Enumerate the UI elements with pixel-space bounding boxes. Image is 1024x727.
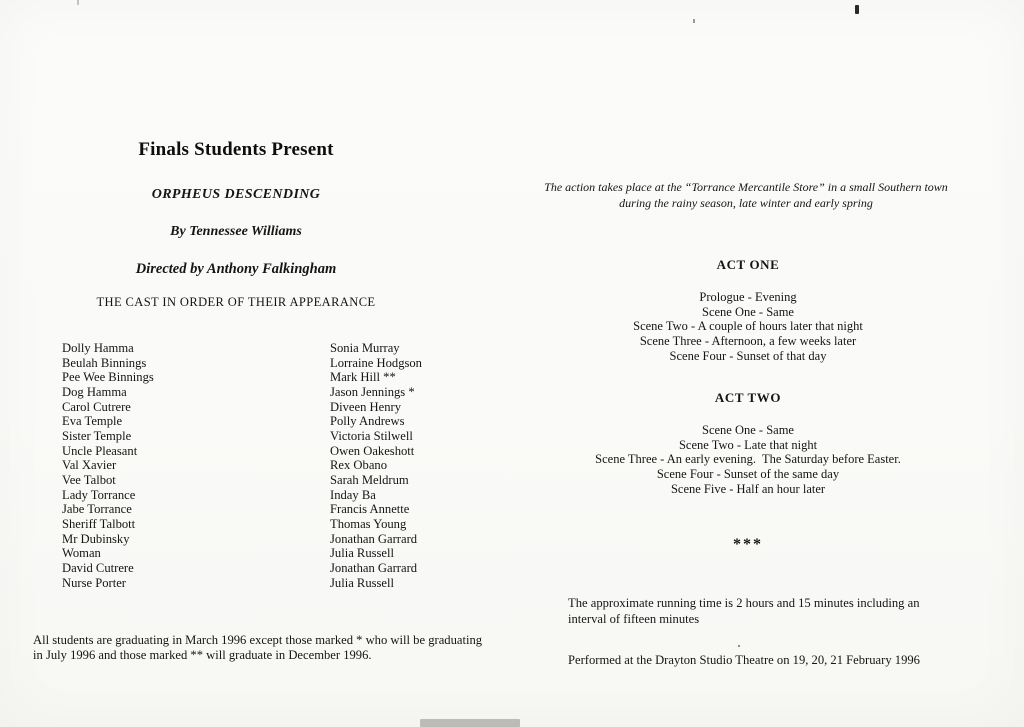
cast-role: Dog Hamma (62, 384, 127, 399)
cast-role: Woman (62, 546, 101, 561)
cast-actor: Lorraine Hodgson (330, 355, 422, 370)
scene-line: Scene Three - Afternoon, a few weeks later (639, 334, 857, 349)
cast-actor: Polly Andrews (330, 414, 405, 429)
cast-actor: Owen Oakeshott (330, 443, 415, 458)
cast-role: Sister Temple (62, 428, 132, 443)
performance-info: Performed at the Drayton Studio Theatre on 19, 20, 21 February 1996 (568, 653, 920, 667)
cast-role: Vee Talbot (62, 472, 116, 487)
cast-role: Val Xavier (62, 458, 117, 473)
cast-actor: Diveen Henry (330, 399, 401, 414)
cast-role: Dolly Hamma (62, 341, 134, 355)
cast-actor: Rex Obano (330, 458, 388, 473)
act-two-heading: ACT TWO (714, 390, 782, 405)
cast-actor: Inday Ba (330, 487, 376, 502)
cast-role: Lady Torrance (62, 487, 136, 502)
cast-role: Beulah Binnings (62, 355, 147, 370)
play-director: Directed by Anthony Falkingham (135, 261, 337, 277)
cast-actor: Jason Jennings * (330, 384, 415, 399)
scene-line: Scene Two - A couple of hours later that night (633, 319, 863, 334)
cast-actor: Francis Annette (330, 502, 410, 517)
scene-line: Scene Four - Sunset of the same day (656, 467, 840, 482)
cast-actor: Sonia Murray (330, 341, 400, 355)
cast-actor: Jonathan Garrard (330, 560, 418, 575)
cast-role: Pee Wee Binnings (62, 370, 154, 385)
cast-role: Sheriff Talbott (62, 516, 136, 531)
cast-role: David Cutrere (62, 560, 134, 575)
scene-line: Scene Five - Half an hour later (670, 481, 826, 496)
cast-actor: Thomas Young (330, 516, 407, 531)
cast-actor: Jonathan Garrard (330, 531, 418, 546)
scene-line: Scene One - Same (702, 304, 794, 319)
scene-line: Scene Three - An early evening. The Saturday before Easter. (595, 452, 901, 467)
scene-line: Prologue - Evening (699, 290, 797, 304)
act-one-section (530, 257, 966, 364)
act-one-heading: ACT ONE (716, 257, 780, 272)
cast-actor: Sarah Meldrum (330, 472, 409, 487)
asterisk-divider: *** (733, 536, 763, 553)
cast-role: Uncle Pleasant (62, 443, 138, 458)
scan-speck (77, 0, 79, 5)
cast-actor: Victoria Stilwell (330, 428, 413, 443)
scene-line: Scene Two - Late that night (678, 437, 818, 452)
scene-line: Scene One - Same (702, 423, 794, 437)
cast-role: Jabe Torrance (62, 502, 132, 517)
act-one-scenes (530, 290, 966, 364)
presenter-heading: Finals Students Present (138, 139, 334, 160)
setting-note: The action takes place at the “Torrance Mercantile Store” in a small Southern town during the rainy season, late winter and early spring (544, 180, 948, 210)
running-time-note: The approximate running time is 2 hours and 15 minutes including an interval of fifteen minutes (568, 596, 920, 626)
scan-mark-bottom-bar (420, 719, 520, 727)
act-two-section (530, 390, 966, 497)
cast-role: Carol Cutrere (62, 399, 131, 414)
scan-speck (693, 19, 695, 23)
cast-actor: Mark Hill ** (330, 370, 396, 385)
play-author: By Tennessee Williams (170, 224, 302, 239)
play-title: ORPHEUS DESCENDING (151, 187, 321, 202)
cast-actor: Julia Russell (330, 575, 395, 590)
scan-mark-top-right (855, 5, 859, 14)
scan-speck (738, 645, 740, 647)
scene-line: Scene Four - Sunset of that day (669, 348, 827, 363)
cast-list (62, 341, 462, 590)
cast-role: Nurse Porter (62, 575, 127, 590)
cast-role: Eva Temple (62, 414, 123, 429)
cast-list-heading: THE CAST IN ORDER OF THEIR APPEARANCE (96, 295, 376, 309)
cast-actor: Julia Russell (330, 546, 395, 561)
cast-role: Mr Dubinsky (62, 531, 130, 546)
act-two-scenes (530, 423, 966, 497)
graduation-note: All students are graduating in March 1996 except those marked * who will be graduating in July 1996 and those marked ** will graduate in December 1996. (33, 633, 483, 663)
